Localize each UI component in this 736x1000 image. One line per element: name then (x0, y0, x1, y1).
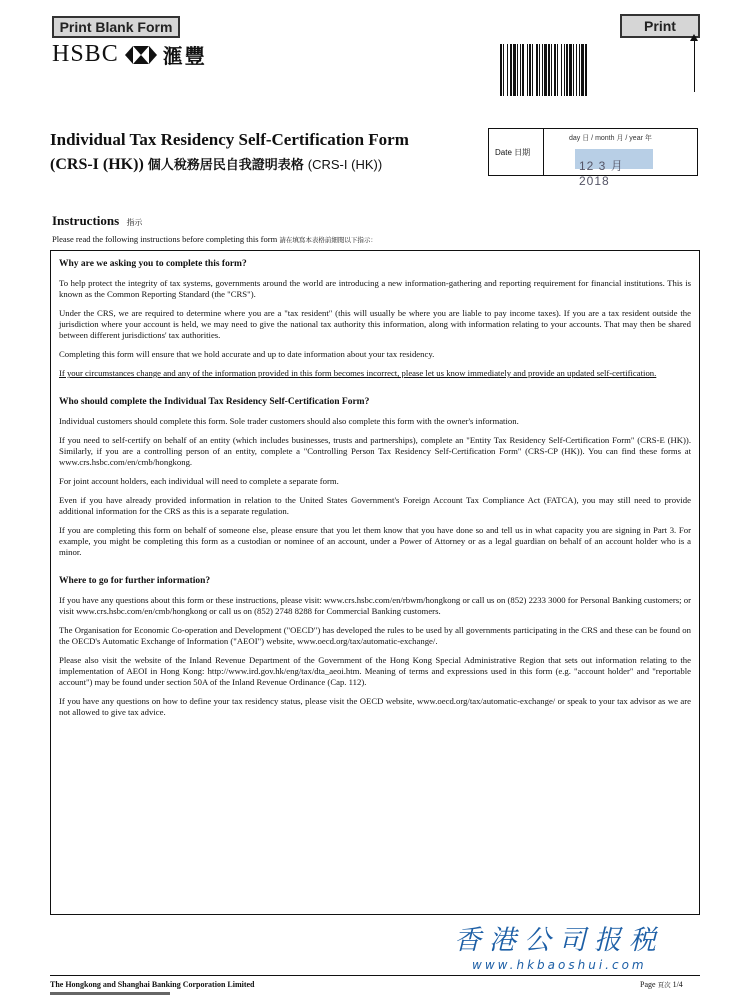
footer-page (640, 980, 683, 989)
instructions-heading-cn: 指示 (126, 218, 143, 227)
section-heading-where: Where to go for further information? (59, 576, 211, 586)
footer-page-num: 1/4 (672, 980, 683, 989)
footer-page-label: Page (640, 980, 656, 989)
date-hint: day 日 / month 月 / year 年 (569, 135, 652, 142)
print-button[interactable]: Print (620, 14, 700, 38)
paragraph: If you are completing this form on behalf of someone else, please ensure that you let them know that you have done so and tell us in what capacity you are signing in Part 3. For example, you might be completing this form as a custodian or nominee of an account, under a Power of Attorney or as a legal guardian on behalf of an account holder who is a minor. (59, 525, 691, 557)
paragraph: Individual customers should complete this form. Sole trader customers should also complete this form with the owner's information. (59, 416, 519, 426)
hsbc-logo (52, 40, 207, 69)
paragraph: To help protect the integrity of tax systems, governments around the world are introducing a new information-gathering and reporting requirement for financial institutions. This is known as the Common Reporting Standard (the "CRS"). (59, 278, 691, 299)
paragraph: Please also visit the website of the Inland Revenue Department of the Government of the Hong Kong Special Administrative Region that sets out information relating to the implementation of AEOI in Hong Kong: http://www.ird.gov.hk/eng/tax/dta_aeoi.htm. Meaning of terms and expressions used in this form (e.g. "account holder" and "reportable account") may be found under section 50A of the Inland Revenue Ordinance (Cap. 112). (59, 655, 691, 687)
date-label: Date 日期 (495, 148, 531, 157)
instructions-line-en: Please read the following instructions before completing this form (52, 234, 278, 244)
subtitle-en: (CRS-I (HK)) (50, 156, 144, 173)
instructions-line-cn: 請在填寫本表格前細閱以下指示： (279, 236, 377, 244)
paragraph-notice: If your circumstances change and any of the information provided in this form becomes incorrect, please let us know immediately and provide an updated self-certification. (59, 368, 657, 378)
section-heading-why: Why are we asking you to complete this form? (59, 259, 247, 269)
instructions-box (50, 250, 700, 915)
footer-divider (50, 975, 700, 976)
paragraph: If you have any questions about this form or these instructions, please visit: www.crs.hsbc.com/en/rbwm/hongkong or call us on (852) 2233 3000 for Personal Banking customers; or visit www.crs.hsbc.com/en/cmb/hongkong or call us on (852) 2748 8288 for Commercial Banking customers. (59, 595, 691, 616)
footer-company: The Hongkong and Shanghai Banking Corporation Limited (50, 980, 255, 989)
print-blank-form-button[interactable]: Print Blank Form (52, 16, 180, 38)
brand-name: HSBC (52, 41, 119, 67)
paragraph: If you have any questions on how to define your tax residency status, please visit the OECD website, www.oecd.org/tax/automatic-exchange/ or speak to your tax advisor as we are not allowed to give tax advice. (59, 696, 691, 717)
barcode (500, 44, 692, 96)
date-field[interactable] (575, 149, 653, 188)
paragraph: If you need to self-certify on behalf of an entity (which includes businesses, trusts and partnerships), complete an "Entity Tax Residency Self-Certification Form" (CRS-E (HK)). Similarly, if you are a controlling person of an entity, complete a "Controlling Person Tax Residency Self-Certification Form" (CRS-CP (HK)). You can find these forms at www.crs.hsbc.com/en/cmb/hongkong. (59, 435, 691, 467)
up-arrow-icon (694, 36, 695, 92)
hexagon-logo-icon (125, 46, 157, 64)
footer-page-cn: 頁次 (657, 981, 671, 989)
brand-name-cn: 滙豐 (162, 44, 207, 68)
paragraph: For joint account holders, each individual will need to complete a separate form. (59, 476, 339, 486)
date-divider (543, 129, 544, 175)
instructions-line (52, 234, 377, 244)
page-title: Individual Tax Residency Self-Certification Form (50, 130, 409, 149)
instructions-heading (52, 213, 142, 229)
paragraph: Completing this form will ensure that we hold accurate and up to date information about your tax residency. (59, 349, 435, 359)
watermark-url: www.hkbaoshui.com (472, 958, 647, 972)
page-subtitle (50, 154, 382, 174)
date-box (488, 128, 698, 188)
paragraph: Even if you have already provided information in relation to the United States Government's Foreign Account Tax Compliance Act (FATCA), you may still need to provide additional information for the CRS as this is a separate regulation. (59, 495, 691, 516)
subtitle-en2: (CRS-I (HK)) (307, 157, 383, 172)
date-value: 12 3 月 2018 (579, 159, 624, 188)
section-heading-who: Who should complete the Individual Tax Residency Self-Certification Form? (59, 397, 370, 407)
paragraph: The Organisation for Economic Co-operation and Development ("OECD") has developed the rules to be used by all governments participating in the CRS and these can be found on the OECD's Automatic Exchange of Information ("AEOI") website, www.oecd.org/tax/automatic-exchange/. (59, 625, 691, 646)
paragraph: Under the CRS, we are required to determine where you are a "tax resident" (this will usually be where you are liable to pay income taxes). If you are a tax resident outside the jurisdiction where your account is held, we may need to give the national tax authority this information, along with information relating to your accounts. That may then be shared between different jurisdictions' tax authorities. (59, 308, 691, 340)
footer-fine-print (50, 992, 170, 995)
barcode-bar (587, 44, 588, 96)
subtitle-cn: 個人稅務居民自我證明表格 (147, 158, 304, 173)
instructions-heading-en: Instructions (52, 213, 120, 228)
watermark-cn: 香港公司报税 (454, 925, 664, 956)
